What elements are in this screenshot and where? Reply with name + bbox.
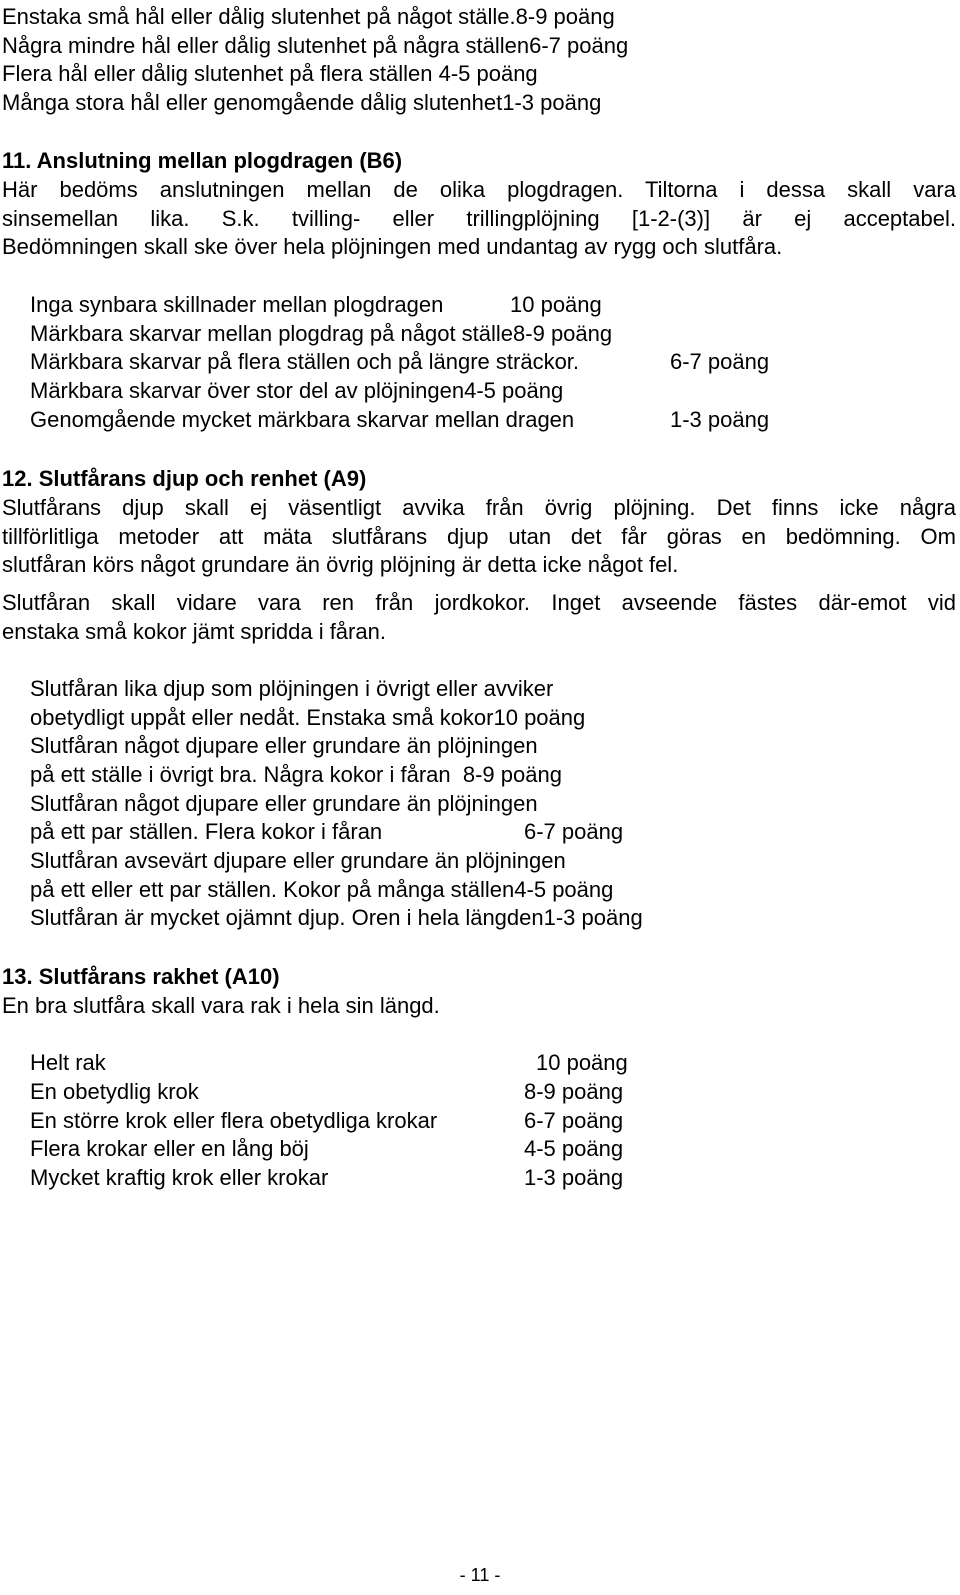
section-12-heading: 12. Slutfårans djup och renhet (A9) — [2, 466, 367, 491]
score-line: Slutfåran är mycket ojämnt djup. Oren i hela längden1-3 poäng — [30, 905, 643, 930]
section-13-heading: 13. Slutfårans rakhet (A10) — [2, 964, 280, 989]
score-points: 10 poäng — [510, 292, 602, 317]
score-points: 6-7 poäng — [670, 349, 770, 374]
section-12-paragraph-line: enstaka små kokor jämt spridda i fåran. — [2, 619, 386, 644]
score-label: Flera krokar eller en lång böj — [30, 1136, 309, 1161]
score-line: på ett eller ett par ställen. Kokor på många ställen4-5 poäng — [30, 877, 614, 902]
intro-line: Några mindre hål eller dålig slutenhet på några ställen6-7 poäng — [2, 33, 629, 58]
score-line: obetydligt uppåt eller nedåt. Enstaka små kokor10 poäng — [30, 705, 586, 730]
section-12-paragraph-line: Slutfårans djup skall ej väsentligt avvika från övrig plöjning. Det finns icke några — [2, 495, 956, 520]
score-line: Slutfåran lika djup som plöjningen i övrigt eller avviker — [30, 676, 554, 701]
section-13-paragraph: En bra slutfåra skall vara rak i hela sin längd. — [2, 993, 440, 1018]
page-number: - 11 - — [459, 1565, 501, 1585]
score-label: En obetydlig krok — [30, 1079, 199, 1104]
score-line: Slutfåran avsevärt djupare eller grundare än plöjningen — [30, 848, 566, 873]
score-line: Slutfåran något djupare eller grundare än plöjningen — [30, 791, 538, 816]
section-11-paragraph-line: Här bedöms anslutningen mellan de olika plogdragen. Tiltorna i dessa skall vara — [2, 177, 956, 202]
score-label: Märkbara skarvar mellan plogdrag på något ställe8-9 poäng — [30, 321, 613, 346]
score-line: på ett par ställen. Flera kokor i fåran — [30, 819, 383, 844]
score-label: En större krok eller flera obetydliga krokar — [30, 1108, 438, 1133]
score-label: Genomgående mycket märkbara skarvar mellan dragen — [30, 407, 575, 432]
intro-line: Enstaka små hål eller dålig slutenhet på något ställe.8-9 poäng — [2, 4, 615, 29]
section-11-paragraph-line: Bedömningen skall ske över hela plöjningen med undantag av rygg och slutfåra. — [2, 234, 783, 259]
intro-line: Många stora hål eller genomgående dålig slutenhet1-3 poäng — [2, 90, 602, 115]
score-points: 1-3 poäng — [670, 407, 770, 432]
section-12-paragraph-line: slutfåran körs något grundare än övrig plöjning är detta icke något fel. — [2, 552, 679, 577]
section-11-heading: 11. Anslutning mellan plogdragen (B6) — [2, 148, 403, 173]
score-points: 1-3 poäng — [524, 1165, 624, 1190]
score-label: Inga synbara skillnader mellan plogdragen — [30, 292, 444, 317]
section-12-paragraph-line: tillförlitliga metoder att mäta slutfårans djup utan det får göras en bedömning. Om — [2, 524, 956, 549]
score-line: på ett ställe i övrigt bra. Några kokor i fåran 8-9 poäng — [30, 762, 562, 787]
score-points: 6-7 poäng — [524, 819, 624, 844]
score-points: 10 poäng — [536, 1050, 628, 1075]
score-points: 4-5 poäng — [524, 1136, 624, 1161]
score-points: 6-7 poäng — [524, 1108, 624, 1133]
section-12-paragraph-line: Slutfåran skall vidare vara ren från jordkokor. Inget avseende fästes där-emot vid — [2, 590, 956, 615]
score-points: 8-9 poäng — [524, 1079, 624, 1104]
score-label: Märkbara skarvar på flera ställen och på längre sträckor. — [30, 349, 580, 374]
score-label: Helt rak — [30, 1050, 106, 1075]
score-label: Mycket kraftig krok eller krokar — [30, 1165, 329, 1190]
score-label: Märkbara skarvar över stor del av plöjningen4-5 poäng — [30, 378, 564, 403]
section-11-paragraph-line: sinsemellan lika. S.k. tvilling- eller trillingplöjning [1-2-(3)] är ej acceptabel. — [2, 206, 956, 231]
intro-line: Flera hål eller dålig slutenhet på flera ställen 4-5 poäng — [2, 61, 538, 86]
score-line: Slutfåran något djupare eller grundare än plöjningen — [30, 733, 538, 758]
